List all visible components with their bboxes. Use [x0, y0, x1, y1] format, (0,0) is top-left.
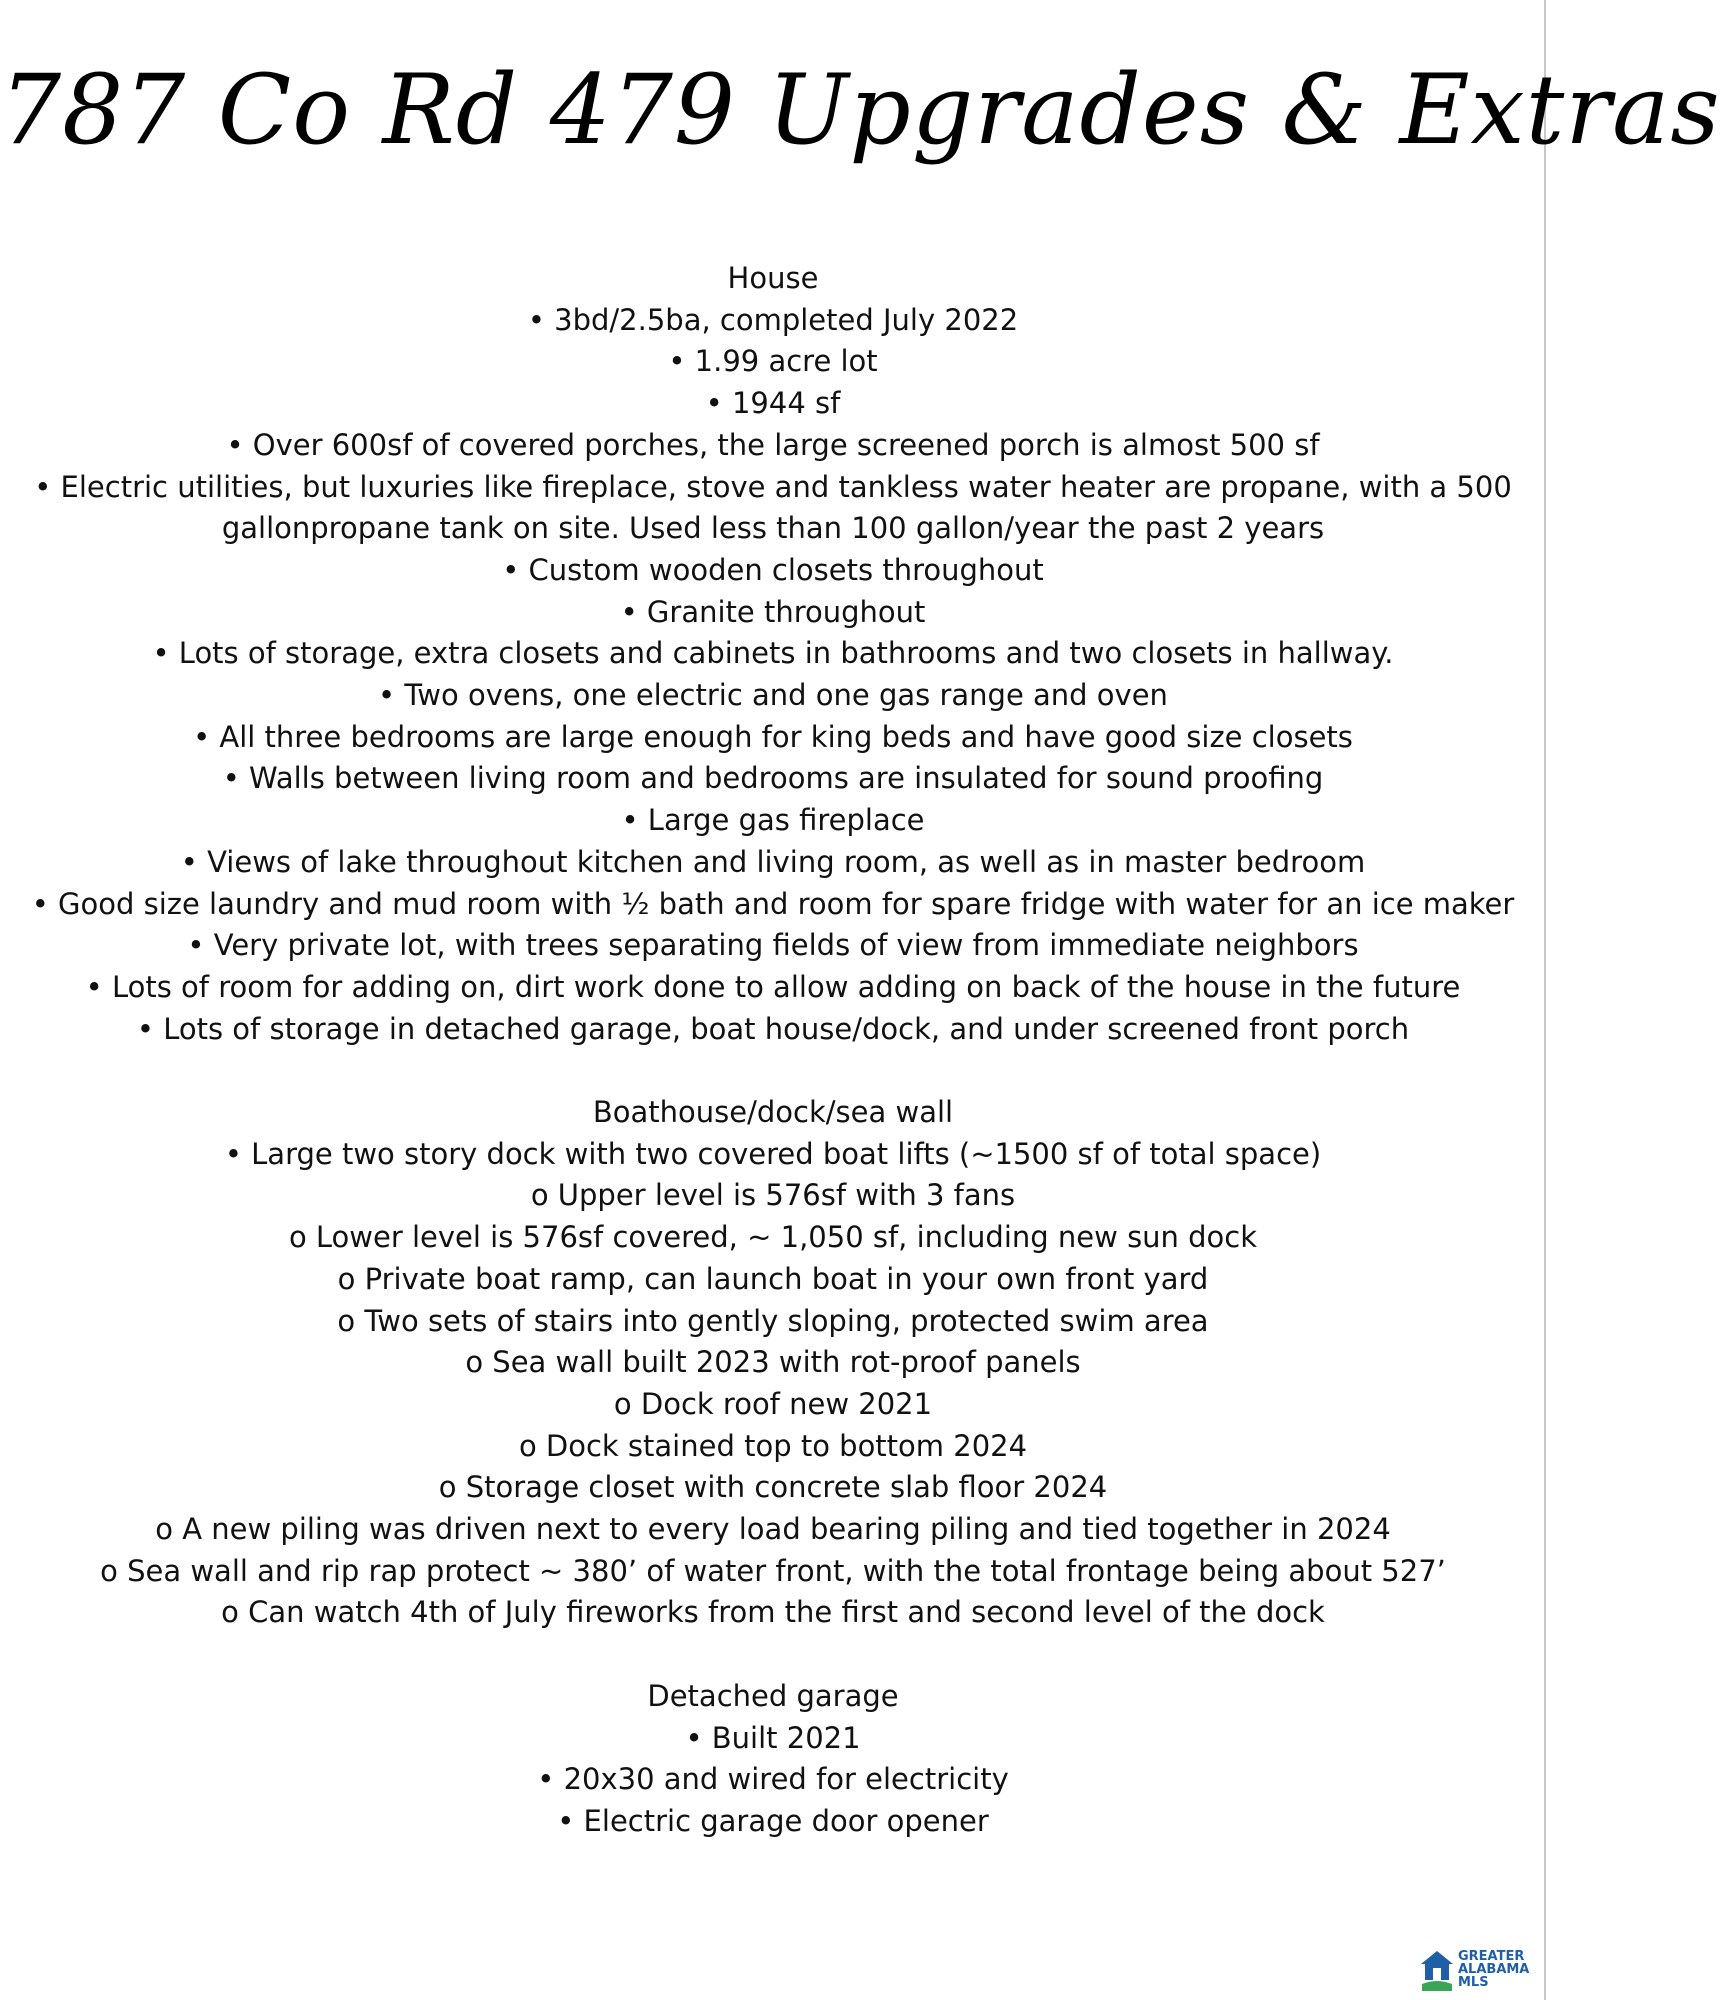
- garage-item: • Electric garage door opener: [557, 1803, 989, 1838]
- house-item: • 1.99 acre lot: [668, 344, 878, 379]
- document-body: [30, 258, 1516, 1843]
- house-item: • Very private lot, with trees separating fields of view from immediate neighbors: [187, 928, 1359, 963]
- house-item: • Lots of storage in detached garage, boat house/dock, and under screened front porch: [136, 1011, 1410, 1046]
- house-item: • Walls between living room and bedrooms are insulated for sound proofing: [222, 761, 1324, 796]
- house-item: • 1944 sf: [705, 386, 841, 421]
- house-item: • Over 600sf of covered porches, the large screened porch is almost 500 sf: [226, 427, 1320, 462]
- house-item: • Custom wooden closets throughout: [502, 552, 1044, 587]
- house-item: • Good size laundry and mud room with ½ bath and room for spare fridge with water for an ice maker: [31, 886, 1515, 921]
- house-item: • 3bd/2.5ba, completed July 2022: [527, 302, 1019, 337]
- boathouse-item: o Dock roof new 2021: [613, 1386, 933, 1421]
- section-heading-boathouse: Boathouse/dock/sea wall: [592, 1095, 954, 1130]
- boathouse-item: o Lower level is 576sf covered, ~ 1,050 sf, including new sun dock: [288, 1220, 1258, 1255]
- boathouse-item: o Dock stained top to bottom 2024: [518, 1428, 1028, 1463]
- section-spacer: [30, 1050, 1516, 1092]
- section-heading-house: House: [727, 261, 819, 295]
- house-logo-icon: [1420, 1950, 1454, 1992]
- garage-item: • Built 2021: [685, 1720, 861, 1755]
- house-item: • Views of lake throughout kitchen and living room, as well as in master bedroom: [180, 844, 1366, 879]
- boathouse-item: o Storage closet with concrete slab floor 2024: [438, 1470, 1108, 1505]
- house-item: • Large gas fireplace: [621, 803, 925, 838]
- logo-text-line: ALABAMA: [1458, 1962, 1530, 1977]
- house-item: • All three bedrooms are large enough for king beds and have good size closets: [193, 719, 1353, 754]
- house-item: • Granite throughout: [620, 594, 926, 629]
- section-spacer: [30, 1634, 1516, 1676]
- house-item: • Electric utilities, but luxuries like fireplace, stove and tankless water heater are propane, with a 500 gallonpropane tank on site. Used less than 100 gallon/year the past 2 years: [34, 469, 1512, 546]
- house-item: • Lots of room for adding on, dirt work done to allow adding on back of the house in the future: [85, 969, 1461, 1004]
- page-edge-rule: [1544, 0, 1546, 2000]
- boathouse-item: o Sea wall built 2023 with rot-proof panels: [465, 1345, 1081, 1380]
- page-title: 787 Co Rd 479 Upgrades & Extras: [0, 54, 1721, 166]
- logo-text-line: GREATER: [1458, 1949, 1525, 1964]
- boathouse-item: o Private boat ramp, can launch boat in your own front yard: [337, 1261, 1209, 1296]
- logo-wordmark: [1458, 1950, 1529, 1989]
- house-item: • Two ovens, one electric and one gas range and oven: [378, 678, 1168, 713]
- boathouse-item: o Sea wall and rip rap protect ~ 380’ of water front, with the total frontage being about 527’: [100, 1553, 1446, 1588]
- boathouse-item: o A new piling was driven next to every load bearing piling and tied together in 2024: [155, 1512, 1391, 1547]
- boathouse-item: o Upper level is 576sf with 3 fans: [530, 1178, 1016, 1213]
- boathouse-item: o Can watch 4th of July fireworks from the first and second level of the dock: [221, 1595, 1325, 1630]
- house-item: • Lots of storage, extra closets and cabinets in bathrooms and two closets in hallway.: [152, 636, 1394, 671]
- boathouse-item: • Large two story dock with two covered boat lifts (~1500 sf of total space): [224, 1136, 1322, 1171]
- logo-text-line: MLS: [1458, 1975, 1489, 1990]
- boathouse-item: o Two sets of stairs into gently sloping, protected swim area: [337, 1303, 1209, 1338]
- section-heading-garage: Detached garage: [647, 1678, 899, 1713]
- garage-item: • 20x30 and wired for electricity: [537, 1762, 1009, 1797]
- greater-alabama-mls-logo: [1420, 1948, 1538, 1994]
